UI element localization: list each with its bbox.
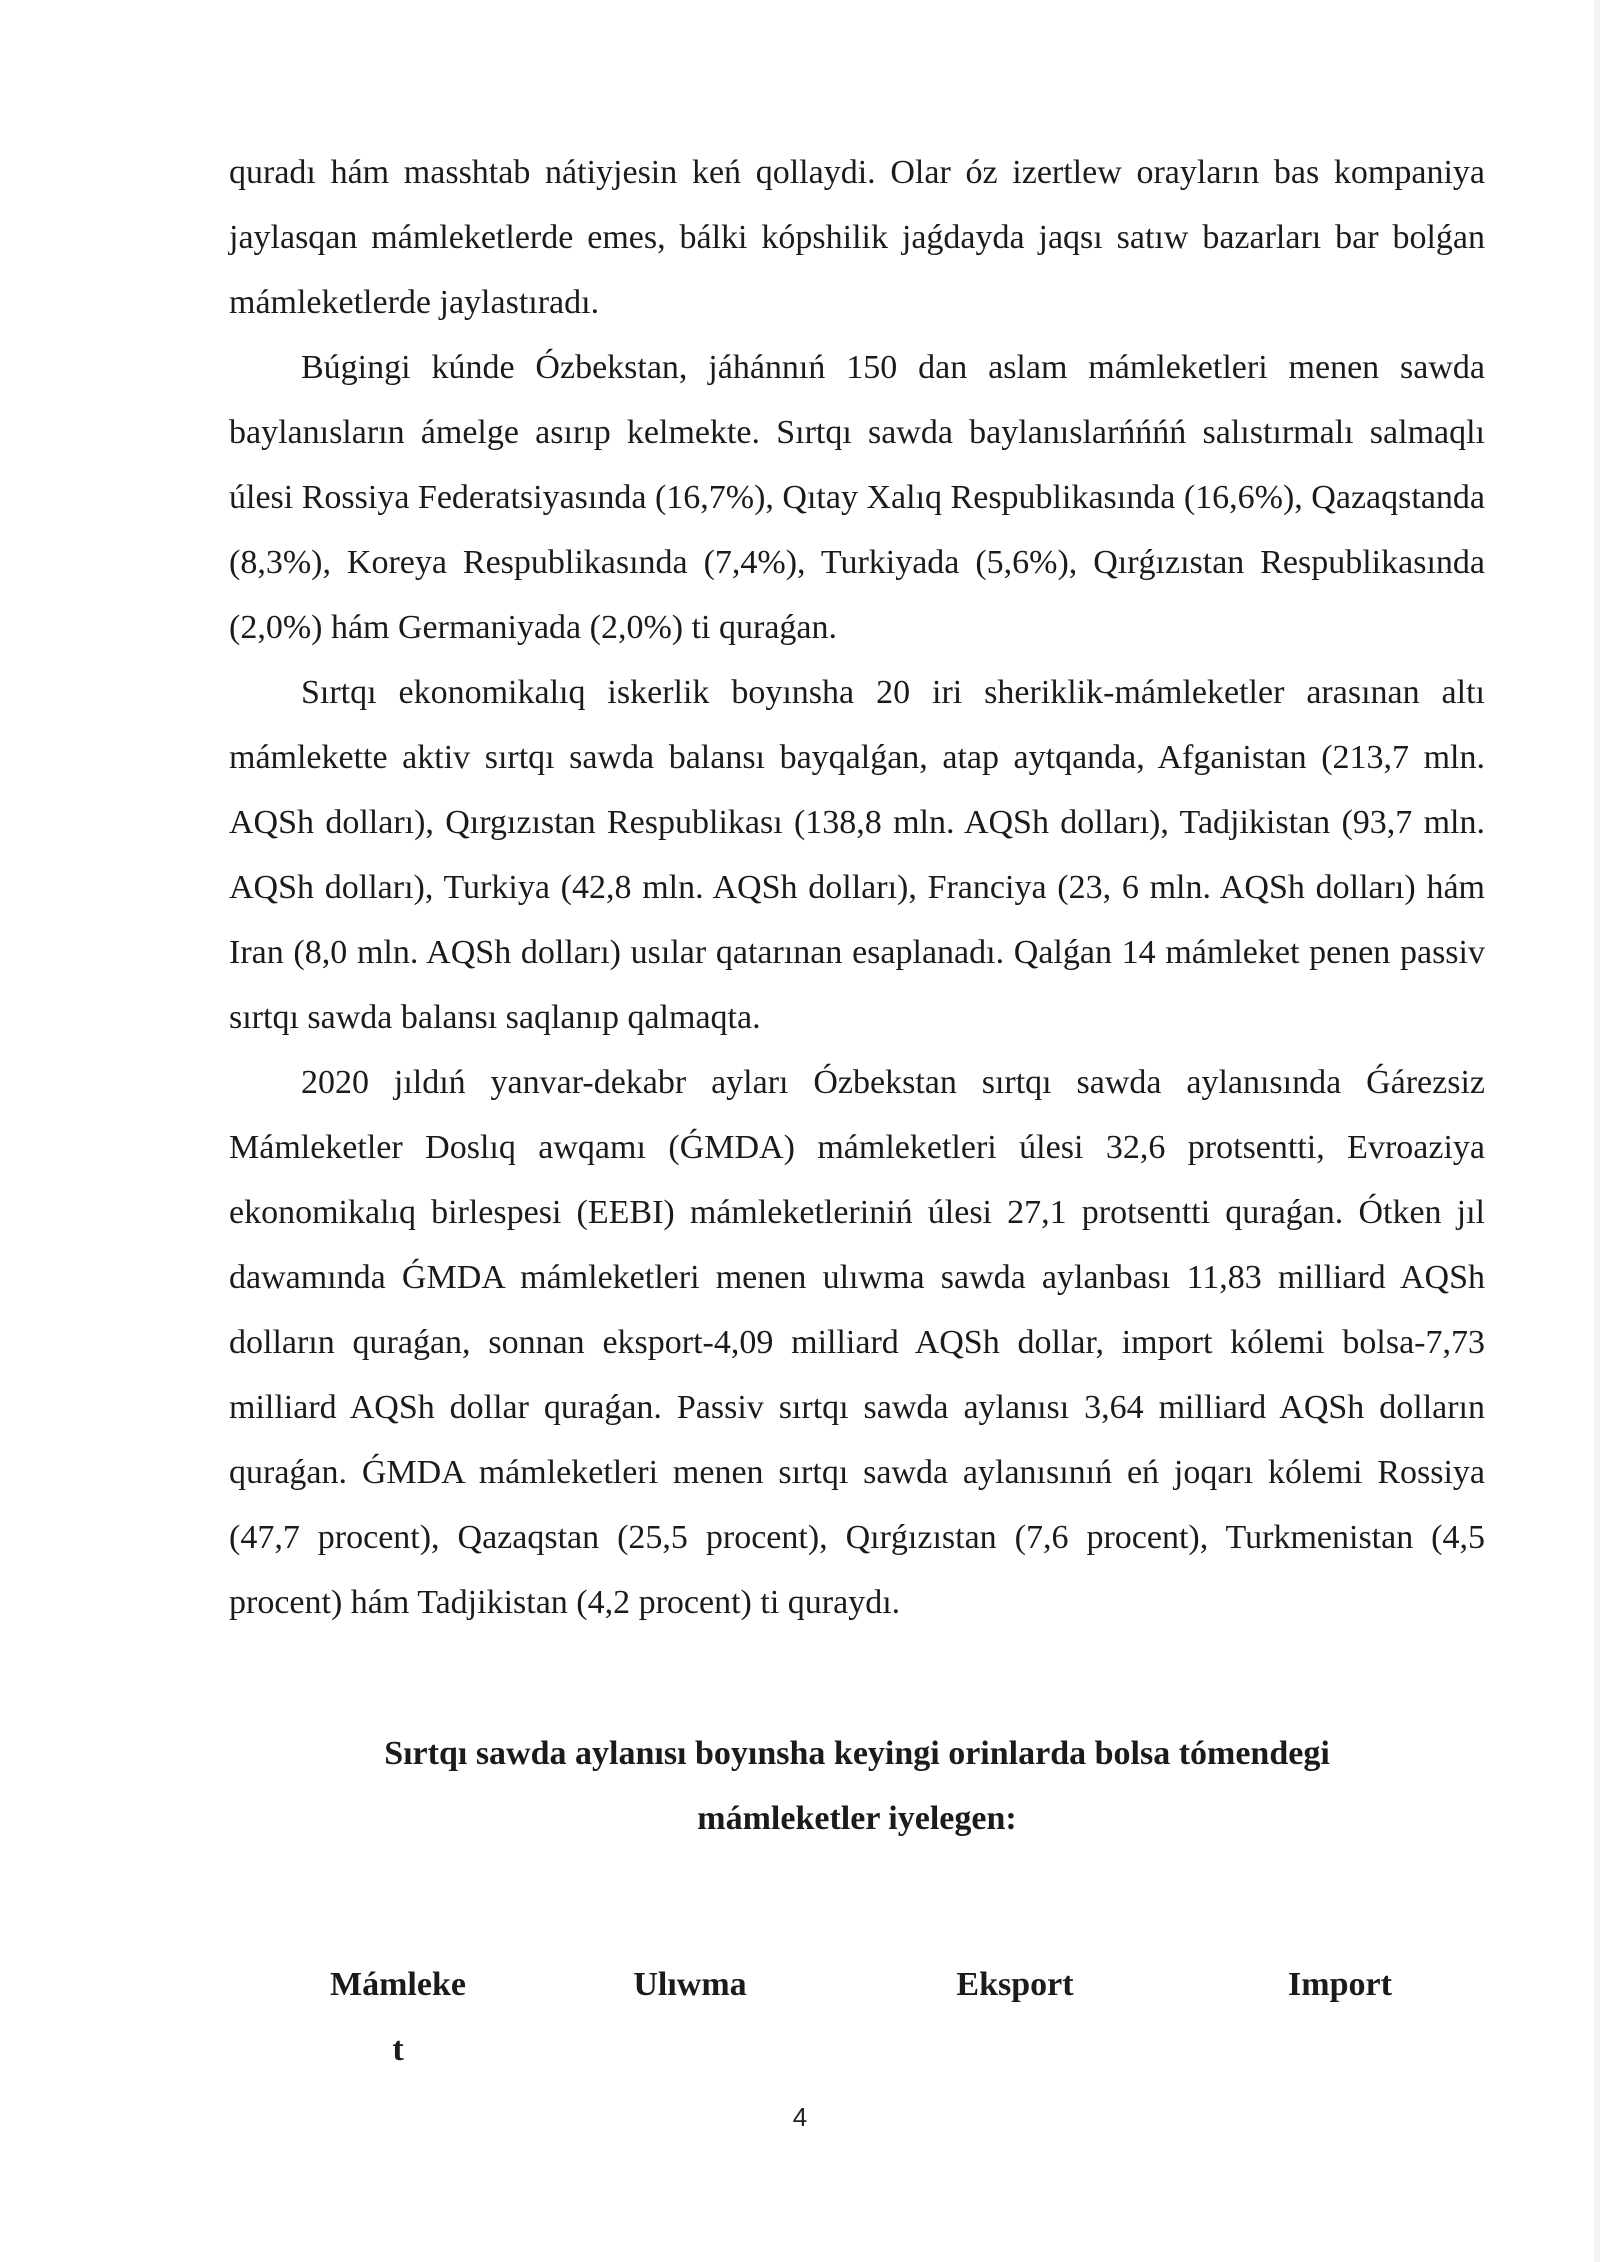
- paragraph-cis-trade: 2020 jıldıń yanvar-dekabr ayları Ózbekstan sırtqı sawda aylanısında Ǵárezsiz Mámleketler Doslıq awqamı (ǴMDA) mámleketleri úlesi 32,6 protsentti, Evroaziya ekonomikalıq birlespesi (EEBI) mámleketleriniń úlesi 27,1 protsentti quraǵan. Ótken jıl dawamında ǴMDA mámleketleri menen ulıwma sawda aylanbası 11,83 milliard AQSh dolların quraǵan, sonnan eksport-4,09 milliard AQSh dollar, import kólemi bolsa-7,73 milliard AQSh dollar quraǵan. Passiv sırtqı sawda aylanısı 3,64 milliard AQSh dolların quraǵan. ǴMDA mámleketleri menen sırtqı sawda aylanısınıń eń joqarı kólemi Rossiya (47,7 procent), Qazaqstan (25,5 procent), Qırǵızıstan (7,6 procent), Turkmenistan (4,5 procent) hám Tadjikistan (4,2 procent) ti quraydı.: [229, 1064, 1485, 1621]
- page-edge: [1594, 0, 1600, 2262]
- column-header-export: Eksport: [956, 1966, 1074, 2003]
- paragraph-continuation: quradı hám masshtab nátiyjesin keń qollaydi. Olar óz izertlew orayların bas kompaniya jaylasqan mámleketlerde emes, bálki kópshilik jaǵdayda jaqsı satıw bazarları bar bolǵan mámleketlerde jaylastıradı.: [229, 154, 1485, 321]
- section-heading: Sırtqı sawda aylanısı boyınsha keyingi orinlarda bolsa tómendegi mámleketler iyelegen:: [384, 1735, 1330, 1837]
- document-body: [229, 140, 1485, 1851]
- paragraph-trade-partners: Búgingi kúnde Ózbekstan, jáhánnıń 150 dan aslam mámleketleri menen sawda baylanısların ámelge asırıp kelmekte. Sırtqı sawda baylanıslarńńńń salıstırmalı salmaqlı úlesi Rossiya Federatsiyasında (16,7%), Qıtay Xalıq Respublikasında (16,6%), Qazaqstanda (8,3%), Koreya Respublikasında (7,4%), Turkiyada (5,6%), Qırǵızıstan Respublikasında (2,0%) hám Germaniyada (2,0%) ti quraǵan.: [229, 349, 1485, 646]
- paragraph-trade-balance: Sırtqı ekonomikalıq iskerlik boyınsha 20 iri sheriklik-mámleketler arasınan altı mámlekette aktiv sırtqı sawda balansı bayqalǵan, atap aytqanda, Afganistan (213,7 mln. AQSh dolları), Qırgızıstan Respublikası (138,8 mln. AQSh dolları), Tadjikistan (93,7 mln. AQSh dolları), Turkiya (42,8 mln. AQSh dolları), Franciya (23, 6 mln. AQSh dolları) hám Iran (8,0 mln. AQSh dolları) usılar qatarınan esaplanadı. Qalǵan 14 mámleket penen passiv sırtqı sawda balansı saqlanıp qalmaqta.: [229, 674, 1485, 1036]
- column-header-country: Mámleke t: [330, 1966, 466, 2068]
- column-header-import: Import: [1288, 1966, 1392, 2003]
- column-header-total: Ulıwma: [633, 1966, 747, 2003]
- table-header-row: [0, 1952, 1600, 2072]
- page-number: 4: [792, 2102, 808, 2132]
